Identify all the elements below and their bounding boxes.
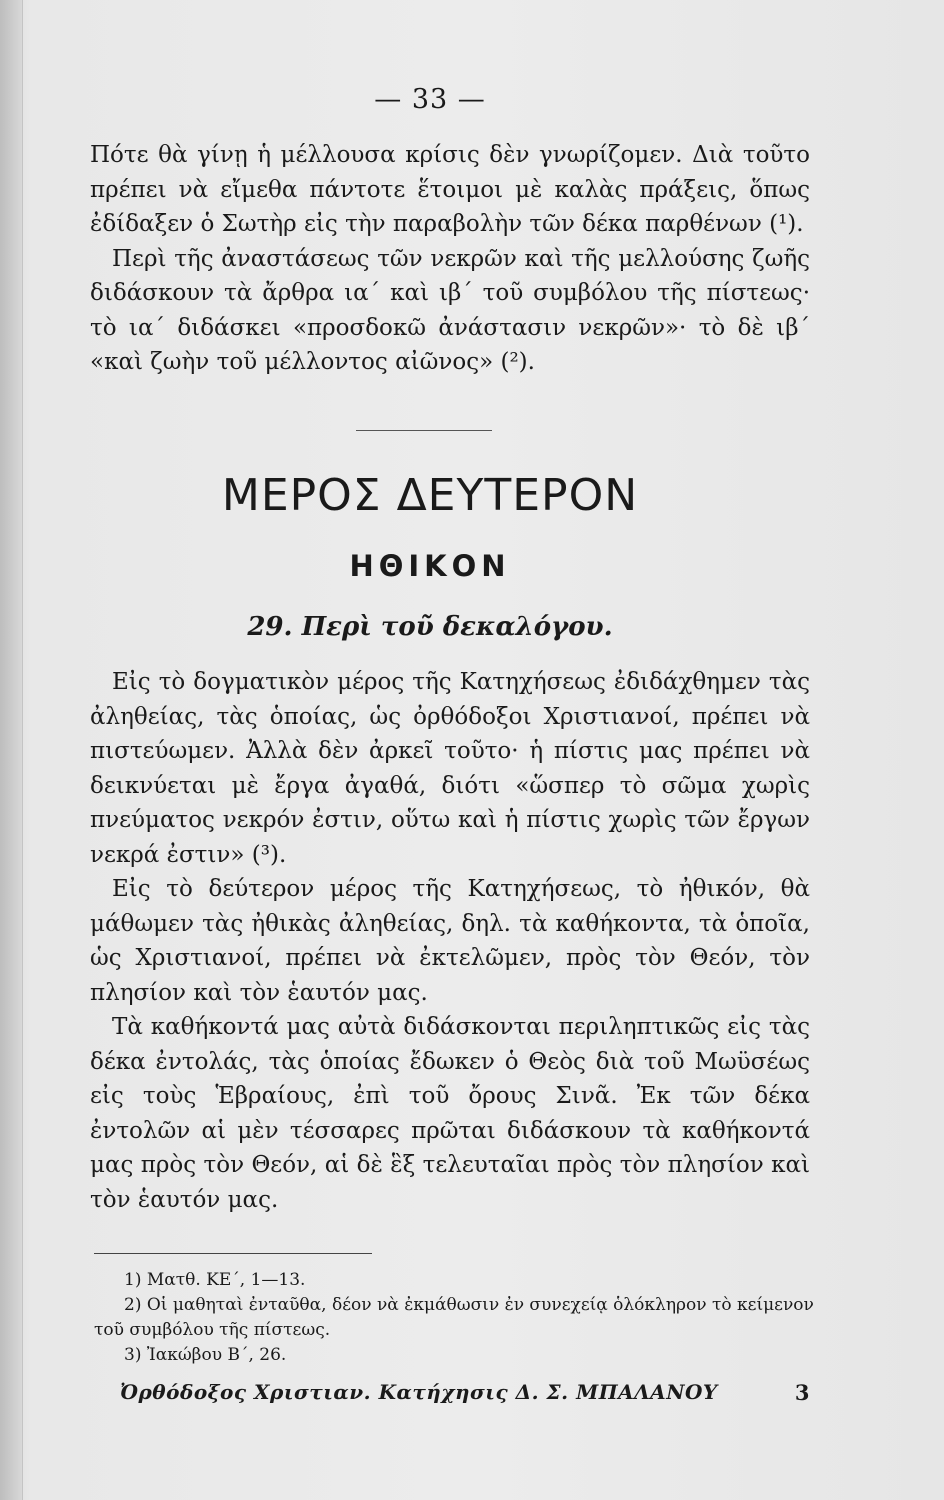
body-paragraph: Τὰ καθήκοντά μας αὐτὰ διδάσκονται περιληπτικῶς εἰς τὰς δέκα ἐντολάς, τὰς ὁποίας ἔδωκεν ὁ Θεὸς διὰ τοῦ Μωϋσέως εἰς τοὺς Ἑβραίους, ἐπὶ τοῦ ὄρους Σινᾶ. Ἐκ τῶν δέκα ἐντολῶν αἱ μὲν τέσσαρες πρῶται διδάσκουν τὰ καθήκοντά μας πρὸς τὸν Θεόν, αἱ δὲ ἓξ τελευταῖαι πρὸς τὸν πλησίον καὶ τὸν ἑαυτόν μας.	[90, 1014, 810, 1213]
separator-rule	[356, 430, 492, 431]
footer-title: Ὀρθόδοξος Χριστιαν. Κατήχησις Δ. Σ. ΜΠΑΛΑΝΟΥ	[120, 1380, 718, 1404]
footnote: 1) Ματθ. ΚΕ΄, 1—13.	[124, 1270, 306, 1290]
intro-paragraph: Πότε θὰ γίνῃ ἡ μέλλουσα κρίσις δὲν γνωρίζομεν. Διὰ τοῦτο πρέπει νὰ εἴμεθα πάντοτε ἕτοιμοι μὲ καλὰς πράξεις, ὅπως ἐδίδαξεν ὁ Σωτὴρ εἰς τὴν παραβολὴν τῶν δέκα παρθένων (¹).	[90, 142, 810, 237]
page-footer	[120, 1380, 810, 1405]
body-text	[90, 665, 810, 1217]
footnote: 3) Ἰακώβου Β΄, 26.	[124, 1345, 287, 1365]
intro-paragraph: Περὶ τῆς ἀναστάσεως τῶν νεκρῶν καὶ τῆς μελλούσης ζωῆς διδάσκουν τὰ ἄρθρα ια΄ καὶ ιβ΄ τοῦ συμβόλου τῆς πίστεως· τὸ ια΄ διδάσκει «προσδοκῶ ἀνάστασιν νεκρῶν»· τὸ δὲ ιβ΄ «καὶ ζωὴν τοῦ μέλλοντος αἰῶνος» (²).	[90, 245, 810, 375]
body-paragraph: Εἰς τὸ δεύτερον μέρος τῆς Κατηχήσεως, τὸ ἠθικόν, θὰ μάθωμεν τὰς ἠθικὰς ἀληθείας, δηλ. τὰ καθήκοντα, τὰ ὁποῖα, ὡς Χριστιανοί, πρέπει νὰ ἐκτελῶμεν, πρὸς τὸν Θεόν, τὸν πλησίον καὶ τὸν ἑαυτόν μας.	[90, 876, 810, 1006]
intro-text	[90, 138, 810, 380]
part-subtitle: ΗΘΙΚΟΝ	[349, 549, 511, 583]
footnote-rule	[94, 1253, 372, 1254]
body-paragraph: Εἰς τὸ δογματικὸν μέρος τῆς Κατηχήσεως ἐδιδάχθημεν τὰς ἀληθείας, τὰς ὁποίας, ὡς ὀρθόδοξοι Χριστιανοί, πρέπει νὰ πιστεύωμεν. Ἀλλὰ δὲν ἀρκεῖ τοῦτο· ἡ πίστις μας πρέπει νὰ δεικνύεται μὲ ἔργα ἀγαθά, διότι «ὥσπερ τὸ σῶμα χωρὶς πνεύματος νεκρόν ἐστιν, οὕτω καὶ ἡ πίστις χωρὶς τῶν ἔργων νεκρά ἐστιν» (³).	[90, 669, 810, 868]
facing-page-edge	[0, 0, 23, 1500]
part-title: ΜΕΡΟΣ ΔΕΥΤΕΡΟΝ	[221, 470, 639, 521]
page-number: — 33 —	[374, 84, 486, 115]
footnote: 2) Οἱ μαθηταὶ ἐνταῦθα, δέον νὰ ἐκμάθωσιν ἐν συνεχείᾳ ὁλόκληρον τὸ κείμενον τοῦ συμβόλου τῆς πίστεως.	[94, 1295, 814, 1340]
signature-mark: 3	[794, 1380, 810, 1405]
footnotes	[94, 1268, 814, 1368]
section-heading: 29. Περὶ τοῦ δεκαλόγου.	[247, 612, 613, 642]
